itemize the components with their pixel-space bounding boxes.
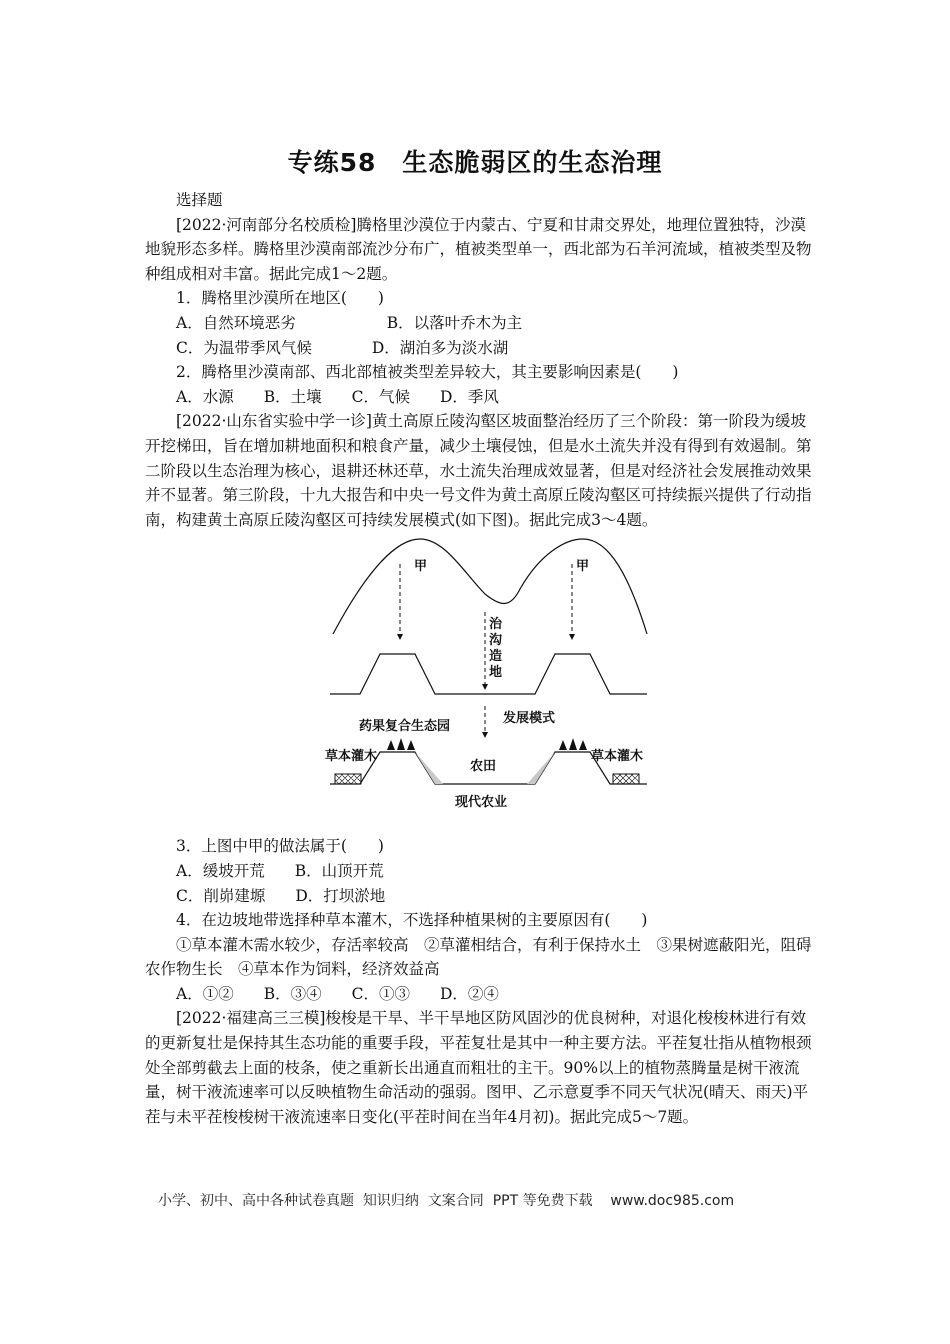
q4-option-b: B．③④ bbox=[263, 984, 322, 1003]
passage-3: [2022·福建高三三模]梭梭是干旱、半干旱地区防风固沙的优良树种，对退化梭梭林进行有效的更新复壮是保持其生态功能的重要手段，平茬复壮是其中一种主要方法。平茬复壮指从植物根颈处全部剪截去上面的枝条，使之重新长出通直而粗壮的主干。90%以上的植物蒸腾量是树干液流量，树干液流速率可以反映植物生命活动的强弱。图甲、乙示意夏季不同天气状况(晴天、雨天)平茬与未平茬梭梭树干液流速率日变化(平茬时间在当年4月初)。据此完成5～7题。 bbox=[145, 1009, 812, 1126]
q1-option-a: A．自然环境恶劣 bbox=[176, 313, 296, 332]
q4-option-a: A．①② bbox=[176, 984, 234, 1003]
label-caoben-left: 草本灌木 bbox=[325, 749, 378, 765]
q3-option-b: B．山顶开荒 bbox=[294, 861, 384, 880]
q3-option-a: A．缓坡开荒 bbox=[176, 861, 265, 880]
field-left bbox=[335, 774, 361, 784]
trees-right bbox=[559, 738, 587, 750]
q1-option-b: B．以落叶乔木为主 bbox=[386, 313, 523, 332]
question-1-options-row-2 bbox=[145, 336, 817, 361]
label-zhigou-4: 地 bbox=[489, 665, 503, 681]
arrow-development-head bbox=[482, 732, 488, 738]
arrow-left-head bbox=[397, 634, 403, 640]
loess-plateau-diagram bbox=[325, 534, 655, 824]
arrow-middle-head bbox=[482, 684, 488, 690]
q1-option-c: C．为温带季风气候 bbox=[176, 338, 312, 357]
arrow-right-head bbox=[569, 634, 575, 640]
q4-option-d: D．②④ bbox=[439, 984, 499, 1003]
label-fazhan: 发展模式 bbox=[503, 711, 556, 727]
label-jia-right: 甲 bbox=[576, 559, 590, 575]
slope-shade-left bbox=[415, 752, 443, 784]
label-zhigou-3: 造 bbox=[489, 649, 503, 665]
question-3-options-row-2 bbox=[145, 884, 817, 909]
section-heading: 选择题 bbox=[176, 191, 223, 209]
page-title: 专练58 生态脆弱区的生态治理 bbox=[287, 148, 663, 177]
label-nongtian: 农田 bbox=[470, 759, 497, 775]
question-3-stem: 3．上图中甲的做法属于( ) bbox=[176, 837, 384, 856]
q3-option-d: D．打坝淤地 bbox=[295, 886, 386, 905]
q2-option-d: D．季风 bbox=[439, 387, 499, 406]
q1-option-d: D．湖泊多为淡水湖 bbox=[371, 338, 509, 357]
question-2-options bbox=[145, 385, 817, 410]
question-3-options-row-1 bbox=[145, 859, 817, 884]
label-xiandai: 现代农业 bbox=[455, 795, 508, 811]
trees-left bbox=[387, 738, 415, 750]
question-4-items: ①草本灌木需水较少，存活率较高 ②草灌相结合，有利于保持水土 ③果树遮蔽阳光，阻碍农作物生长 ④草本作为饲料，经济效益高 bbox=[145, 935, 812, 979]
question-1-stem: 1．腾格里沙漠所在地区( ) bbox=[176, 289, 384, 308]
passage-1: [2022·河南部分名校质检]腾格里沙漠位于内蒙古、宁夏和甘肃交界处，地理位置独特，沙漠地貌形态多样。腾格里沙漠南部流沙分布广，植被类型单一，西北部为石羊河流域，植被类型及物种组成相对丰富。据此完成1～2题。 bbox=[145, 215, 812, 283]
q2-option-c: C．气候 bbox=[351, 387, 410, 406]
footer-note: 小学、初中、高中各种试卷真题 知识归纳 文案合同 PPT 等免费下载 www.doc985.com bbox=[158, 1193, 735, 1209]
q4-option-c: C．①③ bbox=[351, 984, 410, 1003]
question-1-options-row-1 bbox=[145, 311, 817, 336]
question-2-stem: 2．腾格里沙漠南部、西北部植被类型差异较大，其主要影响因素是( ) bbox=[176, 363, 679, 382]
label-zhigou-2: 沟 bbox=[489, 633, 503, 649]
slope-shade-right bbox=[527, 752, 555, 784]
question-4-options bbox=[145, 982, 817, 1007]
field-right bbox=[613, 774, 639, 784]
q2-option-a: A．水源 bbox=[176, 387, 234, 406]
label-jia-left: 甲 bbox=[414, 559, 428, 575]
q3-option-c: C．削峁建塬 bbox=[176, 886, 266, 905]
passage-2: [2022·山东省实验中学一诊]黄土高原丘陵沟壑区坡面整治经历了三个阶段：第一阶段为缓坡开挖梯田，旨在增加耕地面积和粮食产量，减少土壤侵蚀，但是水土流失并没有得到有效遏制。第二阶段以生态治理为核心，退耕还林还草，水土流失治理成效显著，但是对经济社会发展推动效果并不显著。第三阶段，十九大报告和中央一号文件为黄土高原丘陵沟壑区可持续振兴提供了行动指南，构建黄土高原丘陵沟壑区可持续发展模式(如下图)。据此完成3～4题。 bbox=[145, 412, 812, 529]
label-caoben-right: 草本灌木 bbox=[591, 749, 644, 765]
label-yaoguo: 药果复合生态园 bbox=[359, 719, 451, 735]
label-zhigou-1: 治 bbox=[489, 617, 503, 633]
content-body bbox=[145, 188, 817, 1129]
question-4-stem: 4．在边坡地带选择种草本灌木，不选择种植果树的主要原因有( ) bbox=[176, 911, 648, 930]
q2-option-b: B．土壤 bbox=[263, 387, 322, 406]
